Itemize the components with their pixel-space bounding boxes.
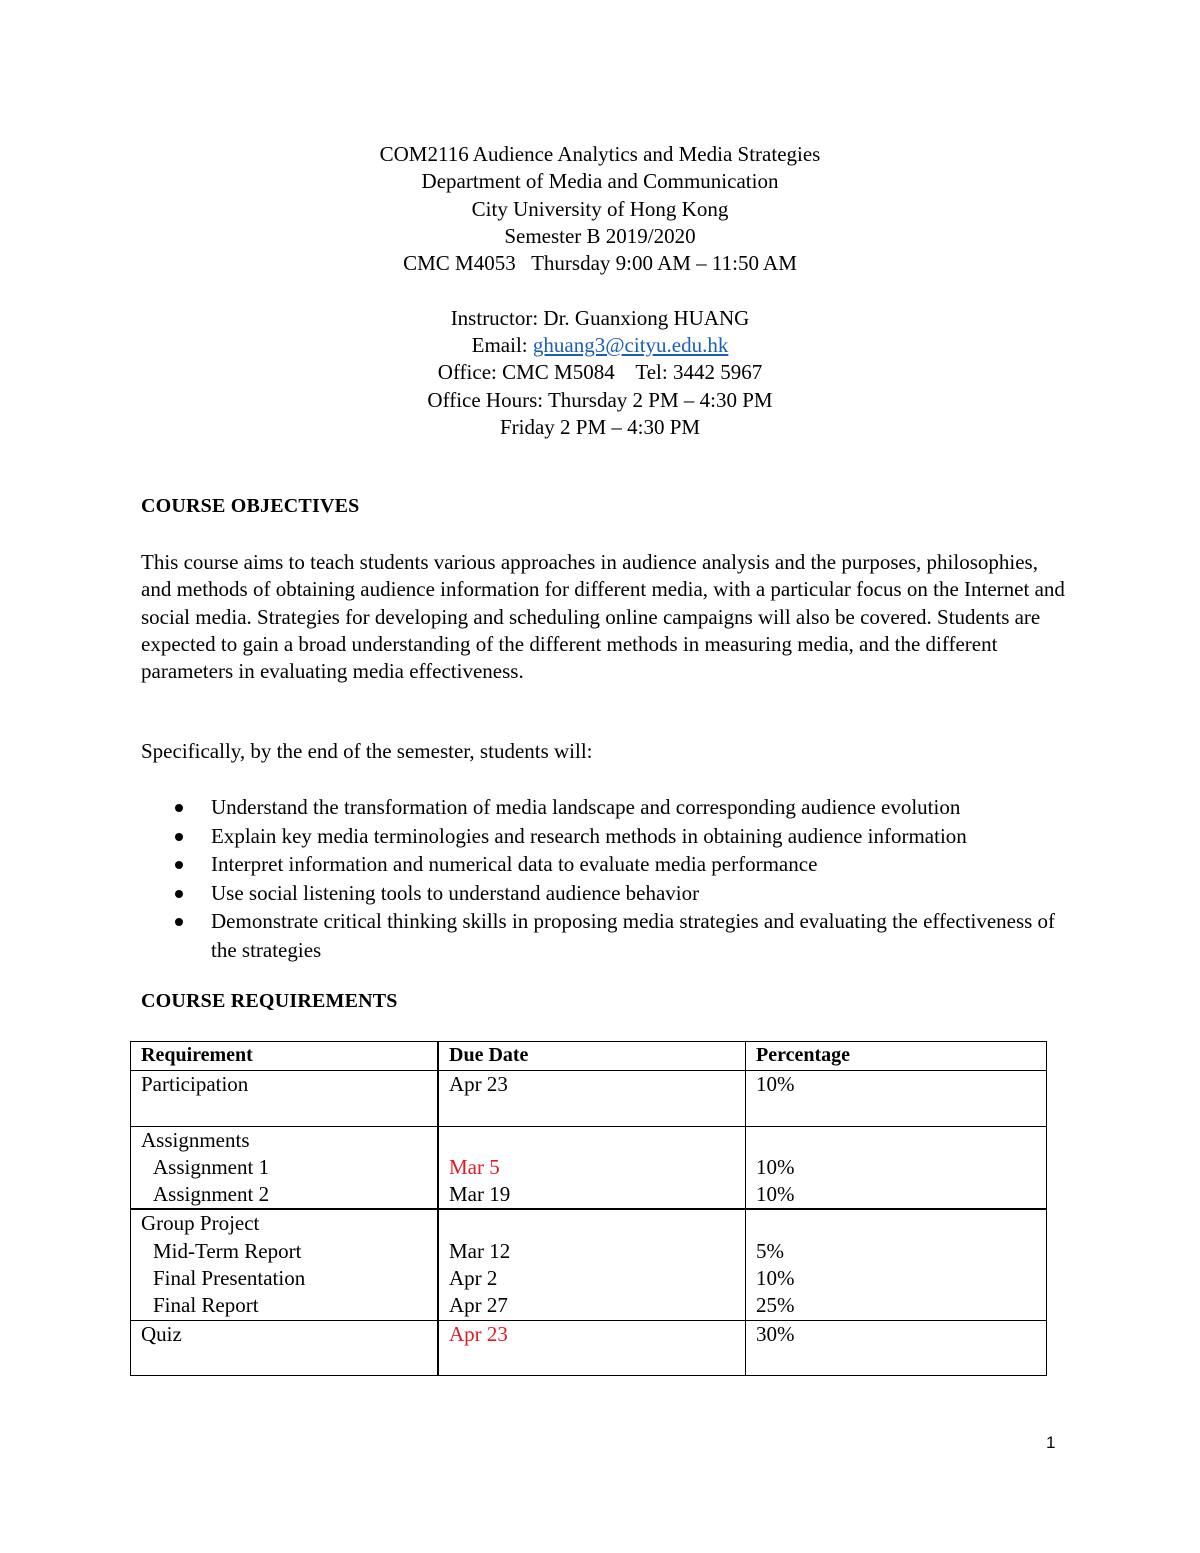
assignment-1-pct: 10% [756, 1154, 795, 1179]
pct-cell [746, 1071, 1047, 1127]
participation-due: Apr 23 [449, 1072, 508, 1096]
table-header-row [131, 1042, 1047, 1071]
list-item [141, 793, 1081, 822]
office-hours-friday: Friday 2 PM – 4:30 PM [499, 414, 701, 439]
mid-term-report-name: Mid-Term Report [153, 1238, 302, 1263]
cell-spacer [141, 1098, 437, 1125]
venue-time: CMC M4053 Thursday 9:00 AM – 11:50 AM [403, 251, 797, 276]
page-number: 1 [1046, 1433, 1056, 1452]
list-item [141, 850, 1081, 879]
objectives-paragraph: This course aims to teach students various approaches in audience analysis and the purposes, philosophies, and methods of obtaining audience information for different media, with a particular focus on the Internet and social media. Strategies for developing and scheduling online campaigns will also be covered. Students are expected to gain a broad understanding of the different methods in measuring media, and the different parameters in evaluating media effectiveness. [141, 550, 1065, 684]
list-item [141, 907, 1081, 964]
assignment-1-name: Assignment 1 [153, 1154, 270, 1179]
participation-pct: 10% [756, 1072, 795, 1096]
instructor: Instructor: Dr. Guanxiong HUANG [450, 305, 750, 330]
table-row [131, 1209, 1047, 1320]
pct-cell [746, 1209, 1047, 1320]
pct-cell [746, 1320, 1047, 1376]
final-report-pct: 25% [756, 1293, 795, 1318]
due-cell [438, 1320, 746, 1376]
requirement-cell [131, 1126, 439, 1209]
header-spacer [0, 277, 1200, 304]
email-line [0, 332, 1200, 359]
cell-spacer [449, 1127, 745, 1154]
requirement-cell [131, 1320, 439, 1376]
email-label: Email: [471, 333, 533, 358]
column-header-requirement: Requirement [131, 1042, 439, 1071]
group-project-group: Group Project [141, 1211, 260, 1236]
bullet-icon [175, 890, 183, 898]
list-item-text: Explain key media terminologies and research methods in obtaining audience information [211, 823, 967, 848]
cell-spacer [756, 1210, 1046, 1237]
bullet-icon [175, 804, 183, 812]
final-presentation-name: Final Presentation [153, 1266, 306, 1291]
quiz-name: Quiz [141, 1321, 182, 1346]
assignment-2-due: Mar 19 [449, 1182, 511, 1207]
column-header-percentage: Percentage [746, 1042, 1047, 1071]
column-header-due-date: Due Date [438, 1042, 746, 1071]
participation-name: Participation [141, 1072, 249, 1096]
assignment-2-name: Assignment 2 [153, 1182, 270, 1207]
cell-spacer [141, 1348, 437, 1375]
assignments-group: Assignments [141, 1127, 250, 1152]
objectives-heading: COURSE OBJECTIVES [141, 495, 360, 517]
department: Department of Media and Communication [421, 169, 779, 194]
quiz-pct: 30% [756, 1321, 795, 1346]
list-item-text: Understand the transformation of media landscape and corresponding audience evolution [211, 795, 961, 819]
final-presentation-due: Apr 2 [449, 1266, 498, 1291]
pct-cell [746, 1126, 1047, 1209]
mid-term-report-pct: 5% [756, 1238, 784, 1263]
final-report-name: Final Report [153, 1293, 259, 1318]
list-item [141, 822, 1081, 851]
cell-spacer [756, 1127, 1046, 1154]
requirement-cell [131, 1209, 439, 1320]
objectives-intro: Specifically, by the end of the semester, students will: [141, 739, 593, 763]
university: City University of Hong Kong [471, 196, 729, 221]
list-item [141, 879, 1081, 908]
objectives-list [141, 793, 1081, 964]
table-row [131, 1320, 1047, 1376]
quiz-due: Apr 23 [449, 1321, 508, 1346]
office-hours: Office Hours: Thursday 2 PM – 4:30 PM [427, 387, 773, 412]
bullet-icon [175, 833, 183, 841]
list-item-text: Demonstrate critical thinking skills in proposing media strategies and evaluating the effectiveness of the strategies [211, 909, 1056, 962]
assignment-1-due: Mar 5 [449, 1154, 500, 1179]
course-title: COM2116 Audience Analytics and Media Strategies [379, 142, 821, 166]
list-item-text: Use social listening tools to understand audience behavior [211, 880, 700, 905]
mid-term-report-due: Mar 12 [449, 1238, 511, 1263]
list-item-text: Interpret information and numerical data to evaluate media performance [211, 852, 818, 876]
bullet-icon [175, 861, 183, 869]
final-presentation-pct: 10% [756, 1266, 795, 1291]
cell-spacer [449, 1210, 745, 1237]
requirements-table [130, 1041, 1047, 1376]
office-info: Office: CMC M5084 Tel: 3442 5967 [437, 360, 763, 385]
course-header [0, 141, 1200, 441]
semester: Semester B 2019/2020 [504, 223, 696, 248]
requirement-cell [131, 1071, 439, 1127]
requirements-heading: COURSE REQUIREMENTS [141, 990, 398, 1012]
bullet-icon [175, 918, 183, 926]
table-row [131, 1071, 1047, 1127]
assignment-2-pct: 10% [756, 1182, 795, 1207]
email-link[interactable]: ghuang3@cityu.edu.hk [532, 333, 729, 358]
due-cell [438, 1209, 746, 1320]
due-cell [438, 1071, 746, 1127]
table-row [131, 1126, 1047, 1209]
final-report-due: Apr 27 [449, 1293, 508, 1318]
due-cell [438, 1126, 746, 1209]
